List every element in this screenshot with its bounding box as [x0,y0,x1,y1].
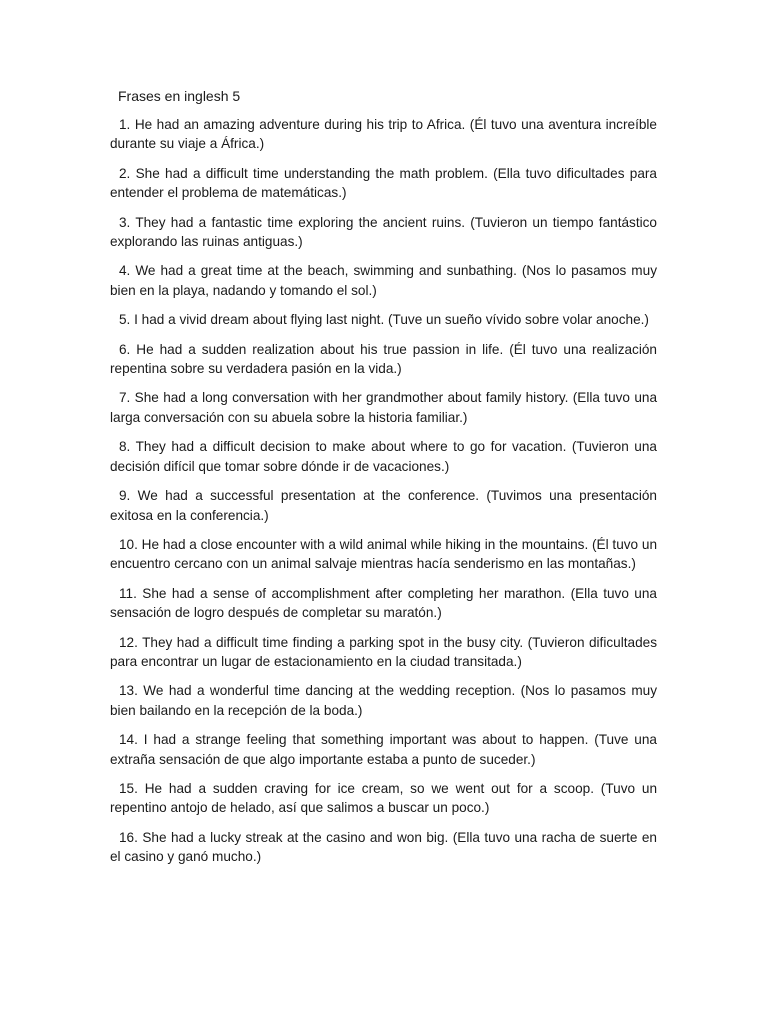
phrase-item: 6. He had a sudden realization about his true passion in life. (Él tuvo una realización repentina sobre su verdadera pasión en la vida.) [110,341,657,377]
phrase-item: 14. I had a strange feeling that something important was about to happen. (Tuve una extraña sensación de que algo importante estaba a punto de suceder.) [110,732,657,767]
phrase-item: 13. We had a wonderful time dancing at the wedding reception. (Nos lo pasamos muy bien bailando en la recepción de la boda.) [110,683,657,718]
phrase-item: 4. We had a great time at the beach, swimming and sunbathing. (Nos lo pasamos muy bien en la playa, nadando y tomando el sol.) [110,263,657,298]
phrase-item: 5. I had a vivid dream about flying last night. (Tuve un sueño vívido sobre volar anoche.) [119,312,649,328]
phrase-item: 12. They had a difficult time finding a parking spot in the busy city. (Tuvieron dificultades para encontrar un lugar de estacionamiento en la ciudad transitada.) [110,634,657,669]
phrase-item: 16. She had a lucky streak at the casino and won big. (Ella tuvo una racha de suerte en el casino y ganó mucho.) [110,829,657,865]
phrase-item: 15. He had a sudden craving for ice cream, so we went out for a scoop. (Tuvo un repentino antojo de helado, así que salimos a buscar un poco.) [110,780,657,816]
phrase-item: 9. We had a successful presentation at the conference. (Tuvimos una presentación exitosa en la conferencia.) [110,488,657,523]
phrase-item: 3. They had a fantastic time exploring the ancient ruins. (Tuvieron un tiempo fantástico explorando las ruinas antiguas.) [110,214,657,250]
phrase-item: 1. He had an amazing adventure during his trip to Africa. (Él tuvo una aventura increíble durante su viaje a África.) [110,117,657,152]
phrase-item: 8. They had a difficult decision to make about where to go for vacation. (Tuvieron una decisión difícil que tomar sobre dónde ir de vacaciones.) [110,439,657,474]
phrase-item: 11. She had a sense of accomplishment after completing her marathon. (Ella tuvo una sensación de logro después de completar su maratón.) [110,585,657,621]
phrase-item: 2. She had a difficult time understanding the math problem. (Ella tuvo dificultades para entender el problema de matemáticas.) [110,165,657,201]
phrase-list [110,115,657,867]
document-title: Frases en inglesh 5 [118,88,241,104]
phrase-item: 10. He had a close encounter with a wild animal while hiking in the mountains. (Él tuvo un encuentro cercano con un animal salvaje mientras hacía senderismo en las montañas.) [110,536,658,572]
phrase-item: 7. She had a long conversation with her grandmother about family history. (Ella tuvo una larga conversación con su abuela sobre la historia familiar.) [110,390,657,425]
